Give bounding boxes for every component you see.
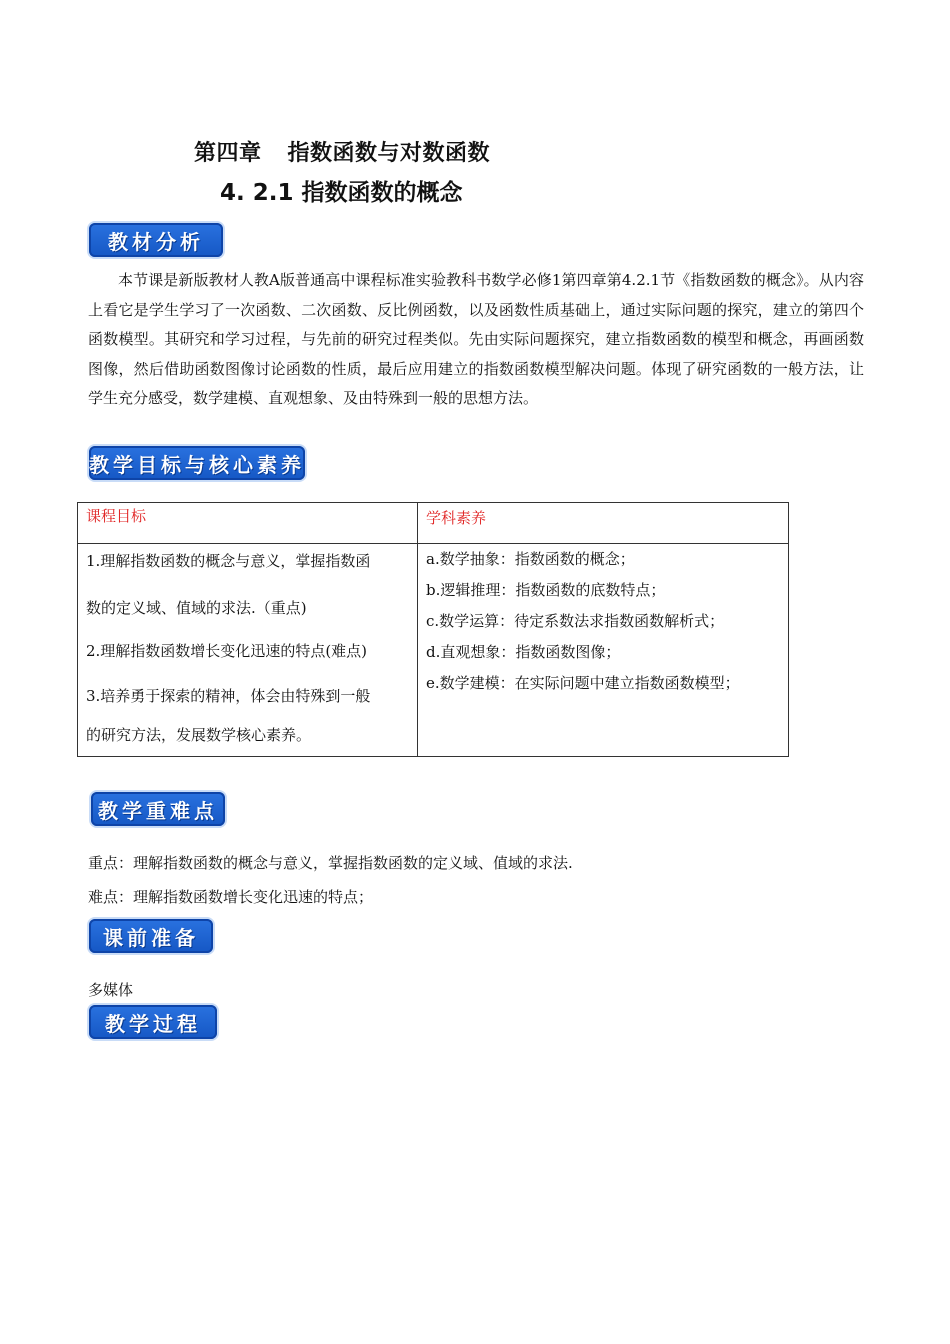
literacy-line: a.数学抽象：指数函数的概念； bbox=[426, 550, 635, 568]
key-point: 重点：理解指数函数的概念与意义，掌握指数函数的定义域、值域的求法. bbox=[88, 854, 573, 872]
analysis-badge: 教材分析 bbox=[89, 223, 223, 257]
literacy-header: 学科素养 bbox=[418, 503, 789, 544]
goals-table bbox=[77, 502, 789, 757]
chapter-title: 指数函数与对数函数 bbox=[287, 141, 491, 166]
goal-line: 1.理解指数函数的概念与意义，掌握指数函 bbox=[86, 552, 371, 570]
goal-line: 的研究方法，发展数学核心素养。 bbox=[86, 726, 312, 744]
prep-text: 多媒体 bbox=[88, 981, 134, 999]
hard-point: 难点：理解指数函数增长变化迅速的特点； bbox=[88, 888, 374, 906]
goals-header: 课程目标 bbox=[78, 503, 418, 544]
goal-line: 2.理解指数函数增长变化迅速的特点(难点) bbox=[86, 642, 368, 660]
goal-line: 3.培养勇于探索的精神，体会由特殊到一般 bbox=[86, 687, 371, 705]
prep-badge: 课前准备 bbox=[89, 919, 213, 953]
section-title: 4. 2.1 指数函数的概念 bbox=[220, 180, 463, 206]
literacy-cell bbox=[418, 544, 789, 757]
literacy-line: d.直观想象：指数函数图像； bbox=[426, 643, 621, 661]
literacy-line: e.数学建模：在实际问题中建立指数函数模型； bbox=[426, 674, 740, 692]
literacy-line: c.数学运算：待定系数法求指数函数解析式； bbox=[426, 612, 725, 630]
chapter-heading bbox=[194, 136, 490, 167]
goal-line: 数的定义域、值域的求法.（重点) bbox=[86, 599, 307, 617]
literacy-line: b.逻辑推理：指数函数的底数特点； bbox=[426, 581, 666, 599]
chapter-number: 第四章 bbox=[194, 141, 262, 166]
goals-cell bbox=[78, 544, 418, 757]
process-badge: 教学过程 bbox=[89, 1005, 217, 1039]
analysis-paragraph: 本节课是新版教材人教A版普通高中课程标准实验教科书数学必修1第四章第4.2.1节《指数函数的概念》。从内容上看它是学生学习了一次函数、二次函数、反比例函数，以及函数性质基础上，通过实际问题的探究，建立的第四个函数模型。其研究和学习过程，与先前的研究过程类似。先由实际问题探究，建立指数函数的模型和概念，再画函数图像，然后借助函数图像讨论函数的性质，最后应用建立的指数函数模型解决问题。体现了研究函数的一般方法，让学生充分感受，数学建模、直观想象、及由特殊到一般的思想方法。 bbox=[88, 271, 864, 407]
difficulty-badge: 教学重难点 bbox=[91, 792, 225, 826]
goals-badge: 教学目标与核心素养 bbox=[89, 446, 305, 480]
